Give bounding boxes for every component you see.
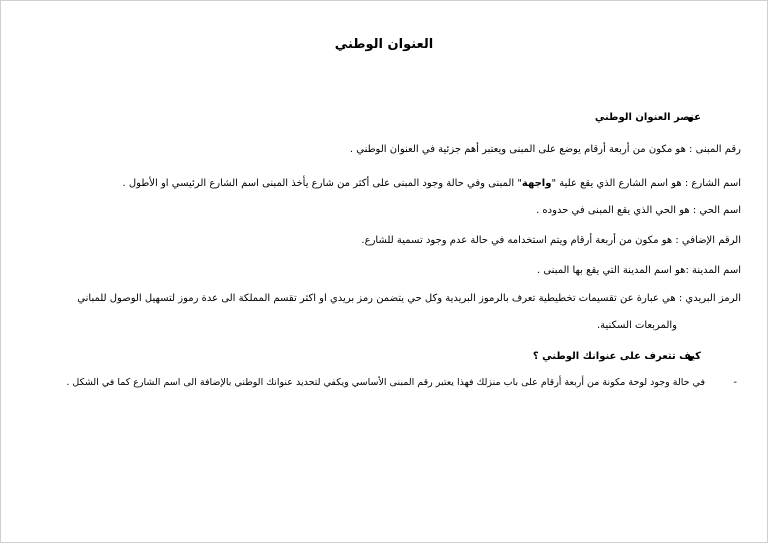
additional-number-paragraph: الرقم الإضافي : هو مكون من أربعة أرقام ويتم استخدامه في حالة عدم وجود تسمية للشارع. bbox=[361, 235, 741, 246]
section-heading-elements: عنصر العنوان الوطني bbox=[594, 112, 701, 123]
street-name-text-end: " المبنى وفي حالة وجود المبنى على أكثر من شارع يأخذ المبنى اسم الشارع الرئيسي او الأطول . bbox=[122, 178, 522, 189]
postal-code-paragraph-line2: والمربعات السكنية. bbox=[596, 320, 677, 331]
street-name-bold-word: واجهة bbox=[521, 178, 552, 189]
page-title: العنوان الوطني bbox=[334, 37, 434, 52]
city-name-paragraph: اسم المدينة :هو اسم المدينة التي يقع بها المبنى . bbox=[536, 265, 741, 276]
postal-code-paragraph-line1: الرمز البريدي : هي عبارة عن تقسيمات تخطيطية تعرف بالرموز البريدية وكل حي يتضمن رمز بريدي او اكثر تقسم المملكة الى عدة رموز لتسهيل الوصول للمباني bbox=[77, 293, 741, 304]
how-to-paragraph: في حالة وجود لوحة مكونة من أربعة أرقام على باب منزلك فهذا يعتبر رقم المبنى الأساسي ويكفي لتحديد عنوانك الوطني بالإضافة الى اسم الشارع كما في الشكل . bbox=[66, 377, 705, 388]
street-name-text-start: اسم الشارع : هو اسم الشارع الذي يقع علية " bbox=[551, 178, 741, 189]
dash-marker: - bbox=[733, 377, 737, 388]
district-name-paragraph: اسم الحي : هو الحي الذي يقع المبنى في حدوده . bbox=[536, 205, 741, 216]
section-heading-how-to: كيف تتعرف على عنوانك الوطني ؟ bbox=[532, 351, 701, 362]
street-name-paragraph bbox=[13, 177, 741, 191]
building-number-paragraph: رقم المبنى : هو مكون من أربعة أرقام يوضع على المبنى ويعتبر أهم جزئية في العنوان الوطني . bbox=[349, 144, 741, 155]
